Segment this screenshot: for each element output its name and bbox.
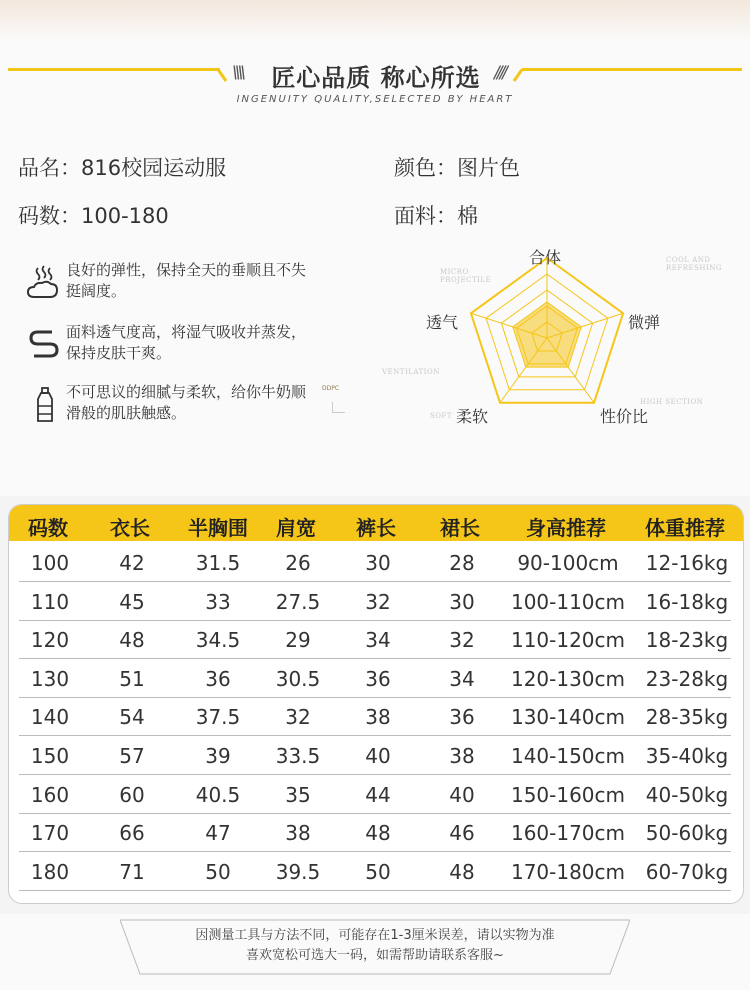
steam-cloud-icon [26, 264, 62, 302]
table-cell: 18-23kg [645, 628, 729, 653]
table-cell: 45 [119, 589, 145, 614]
table-cell: 16-18kg [645, 589, 729, 614]
table-row [19, 736, 731, 775]
milk-bottle-icon [26, 386, 62, 424]
table-cell: 36 [365, 666, 391, 691]
table-cell: 28 [449, 551, 475, 575]
table-cell: 57 [119, 744, 145, 768]
table-header [9, 505, 743, 541]
radar-value-area [513, 302, 581, 367]
table-cell: 66 [119, 821, 145, 846]
radar-label-value: 性价比 [600, 407, 649, 426]
table-cell: 32 [285, 705, 311, 730]
product-sizes: 码数：100-180 [18, 204, 169, 228]
table-cell: 31.5 [195, 551, 241, 575]
footer-line-2: 喜欢宽松可选大一码，如需帮助请联系客服~ [246, 948, 504, 963]
table-cell: 38 [449, 744, 475, 768]
table-cell: 35-40kg [645, 744, 729, 768]
feature-text: 面料透气度高，将湿气吸收并蒸发，保持皮肤干爽。 [66, 323, 307, 362]
table-cell: 110-120cm [510, 628, 626, 653]
header-line-left [8, 68, 220, 71]
ghost-text: VENTILATION [382, 368, 440, 376]
table-cell: 50-60kg [645, 821, 729, 846]
table-row [19, 659, 731, 698]
table-cell: 90-100cm [517, 551, 619, 575]
table-cell: 150 [30, 744, 70, 768]
header-line-right [522, 68, 742, 71]
ghost-text: COOL AND REFRESHING [666, 256, 722, 272]
table-cell: 130 [30, 666, 70, 691]
column-header: 半胸围 [188, 516, 248, 540]
column-header: 裙长 [440, 516, 480, 540]
table-row [19, 543, 731, 582]
table-cell: 170-180cm [510, 859, 626, 884]
table-cell: 28-35kg [645, 705, 729, 730]
radar-label-fit: 合体 [529, 248, 562, 267]
table-row [19, 582, 731, 621]
header-deco-left: \\\\ [232, 63, 243, 83]
table-cell: 30 [365, 551, 391, 575]
header-line-right-tail [513, 69, 523, 82]
table-cell: 130-140cm [510, 705, 626, 730]
table-cell: 30 [449, 589, 475, 614]
table-cell: 60-70kg [645, 859, 729, 884]
table-cell: 140 [30, 705, 70, 730]
table-cell: 32 [365, 589, 391, 614]
table-cell: 12-16kg [645, 551, 729, 575]
table-cell: 50 [365, 859, 391, 884]
table-cell: 54 [119, 705, 145, 730]
table-cell: 30.5 [275, 666, 321, 691]
feature-text: 不可思议的细腻与柔软，给你牛奶顺滑般的肌肤触感。 [66, 383, 307, 422]
header-deco-right: //// [494, 63, 505, 83]
table-cell: 39.5 [275, 859, 321, 884]
vertical-tag: DDPC [322, 385, 340, 392]
column-header: 身高推荐 [526, 516, 606, 540]
table-cell: 51 [119, 666, 145, 691]
ghost-text: SOFT [430, 412, 453, 420]
table-cell: 120 [30, 628, 70, 653]
table-cell: 180 [30, 859, 70, 884]
page-title: 匠心品质 称心所选 [271, 64, 481, 92]
table-cell: 170 [30, 821, 70, 846]
table-cell: 60 [119, 782, 145, 807]
table-cell: 29 [285, 628, 311, 653]
product-fabric: 面料：棉 [394, 204, 478, 228]
table-cell: 46 [449, 821, 475, 846]
radar-label-stretch: 微弹 [628, 313, 661, 332]
column-header: 码数 [28, 516, 68, 540]
table-cell: 34 [365, 628, 391, 653]
table-cell: 71 [119, 859, 145, 884]
table-cell: 34.5 [195, 628, 241, 653]
table-cell: 36 [449, 705, 475, 730]
top-fade [0, 0, 750, 40]
table-row [19, 697, 731, 736]
table-row [19, 620, 731, 659]
table-cell: 100-110cm [510, 589, 626, 614]
wave-fabric-icon [26, 326, 62, 364]
table-cell: 160-170cm [510, 821, 626, 846]
table-cell: 40-50kg [645, 782, 729, 807]
table-cell: 37.5 [195, 705, 241, 730]
table-row [19, 775, 731, 814]
footer-note [120, 918, 630, 976]
feature-text: 良好的弹性，保持全天的垂顺且不失挺阔度。 [66, 261, 307, 300]
table-cell: 100 [30, 551, 70, 575]
radar-label-breathable: 透气 [426, 313, 459, 332]
table-cell: 39 [205, 744, 231, 768]
footer-line-1: 因测量工具与方法不同，可能存在1-3厘米误差，请以实物为准 [195, 928, 555, 943]
table-row [19, 813, 731, 852]
table-cell: 150-160cm [510, 782, 626, 807]
column-header: 裤长 [356, 516, 396, 540]
table-cell: 140-150cm [510, 744, 626, 768]
table-cell: 44 [365, 782, 391, 807]
table-cell: 50 [205, 859, 231, 884]
table-cell: 160 [30, 782, 70, 807]
table-cell: 27.5 [275, 589, 321, 614]
table-cell: 120-130cm [510, 666, 626, 691]
table-cell: 38 [285, 821, 311, 846]
radar-label-soft: 柔软 [456, 407, 489, 426]
table-row [19, 852, 731, 891]
table-cell: 33.5 [275, 744, 321, 768]
table-cell: 26 [285, 551, 311, 575]
table-cell: 23-28kg [645, 666, 729, 691]
table-cell: 38 [365, 705, 391, 730]
table-cell: 48 [449, 859, 475, 884]
table-cell: 33 [205, 589, 231, 614]
table-cell: 40 [449, 782, 475, 807]
table-cell: 36 [205, 666, 231, 691]
column-header: 衣长 [110, 516, 150, 540]
column-header: 肩宽 [276, 516, 316, 540]
table-cell: 48 [365, 821, 391, 846]
table-cell: 47 [205, 821, 231, 846]
table-cell: 48 [119, 628, 145, 653]
header-line-left-tail [217, 69, 227, 82]
table-cell: 42 [119, 551, 145, 575]
table-cell: 40.5 [195, 782, 241, 807]
page-subtitle: INGENUITY QUALITY,SELECTED BY HEART [236, 94, 514, 105]
product-color: 颜色：图片色 [394, 156, 520, 180]
ghost-text: HIGH SECTION [640, 398, 704, 406]
table-cell: 34 [449, 666, 475, 691]
table-cell: 35 [285, 782, 311, 807]
column-header: 体重推荐 [645, 516, 725, 540]
size-table [8, 504, 744, 904]
table-cell: 32 [449, 628, 475, 653]
table-cell: 110 [30, 589, 70, 614]
table-cell: 40 [365, 744, 391, 768]
vertical-tag-bracket [332, 402, 345, 413]
product-name: 品名：816校园运动服 [18, 156, 227, 180]
ghost-text: MICRO PROJECTILE [440, 268, 492, 284]
